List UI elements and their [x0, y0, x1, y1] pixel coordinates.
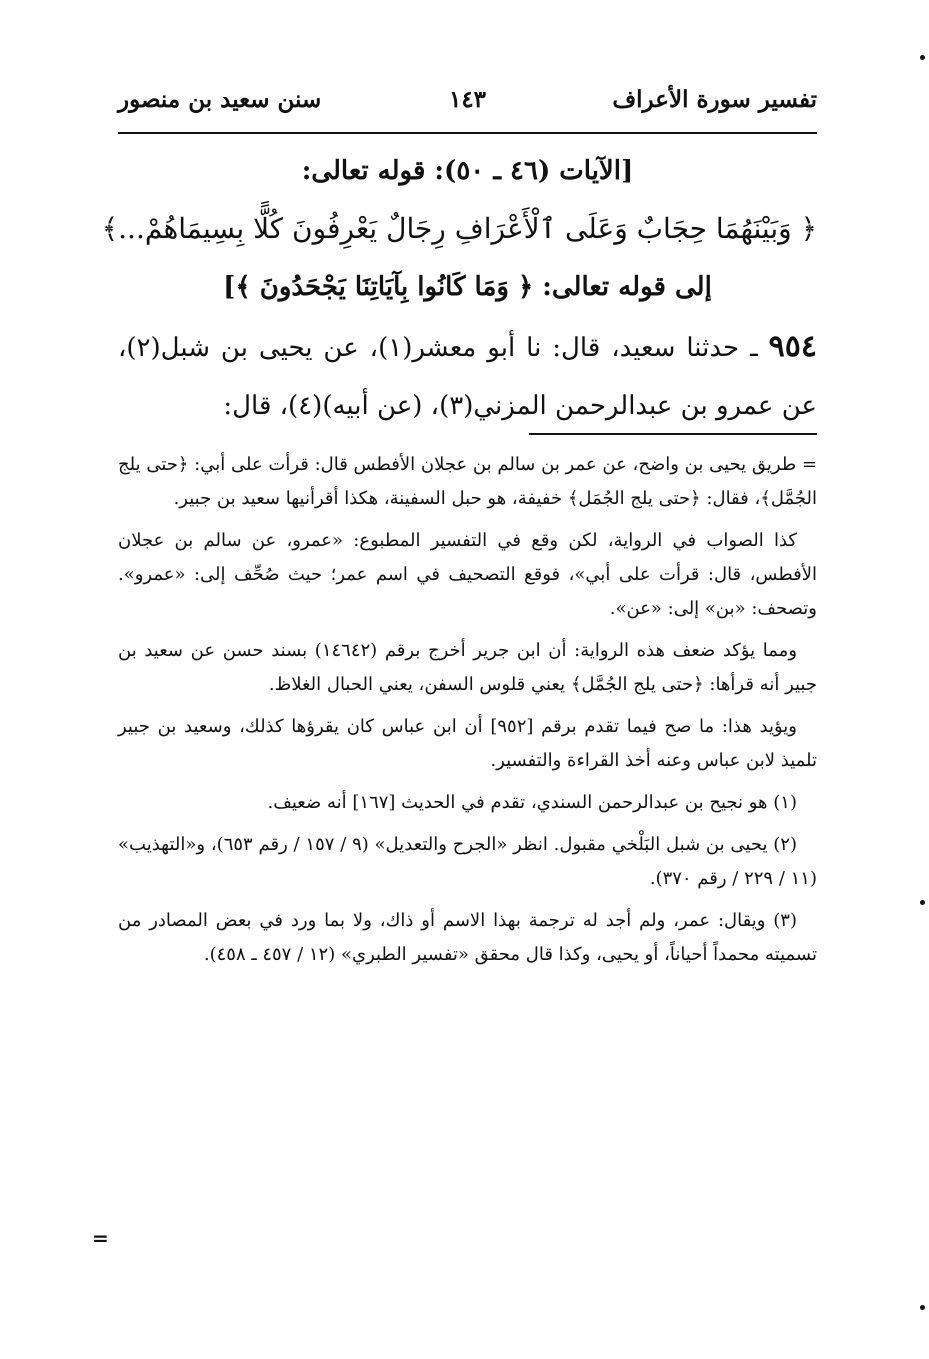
footnotes	[118, 448, 817, 980]
hadith-text	[118, 318, 817, 435]
hadith-number: ٩٥٤	[768, 329, 817, 364]
section-heading	[101, 142, 817, 316]
running-header	[118, 86, 817, 120]
footnote-separator	[529, 433, 817, 435]
scan-mark	[920, 55, 925, 60]
continuation-mark: =	[92, 1226, 109, 1250]
footnote-1: (١) هو نجيح بن عبدالرحمن السندي، تقدم في الحديث [١٦٧] أنه ضعيف.	[267, 792, 797, 813]
footnote-paragraph: ويؤيد هذا: ما صح فيما تقدم برقم [٩٥٢] أن ابن عباس كان يقرؤها كذلك، وسعيد بن جبير تلميذ لابن عباس وعنه أخذ القراءة والتفسير.	[118, 716, 817, 771]
hadith-chain: ـ حدثنا سعيد، قال: نا أبو معشر(١)، عن يحيى بن شبل(٢)، عن عمرو بن عبدالرحمن المزني(٣)، (عن أبيه)(٤)، قال:	[118, 333, 817, 421]
footnote-3: (٣) ويقال: عمر، ولم أجد له ترجمة بهذا الاسم أو ذاك، ولا بما ورد في بعض المصادر من تسميته محمداً أحياناً، أو يحيى، وكذا قال محقق «تفسير الطبري» (١٢ / ٤٥٧ ـ ٤٥٨).	[118, 910, 817, 965]
footnote-2: (٢) يحيى بن شبل البَلْخي مقبول. انظر «الجرح والتعديل» (٩ / ١٥٧ / رقم ٦٥٣)، و«التهذيب» (١١ / ٢٢٩ / رقم ٣٧٠).	[118, 834, 817, 889]
header-surah-title: تفسير سورة الأعراف	[612, 86, 817, 113]
footnote-paragraph: ومما يؤكد ضعف هذه الرواية: أن ابن جرير أخرج برقم (١٤٦٤٢) بسند حسن عن سعيد بن جبير أنه قرأها: ﴿حتى يلج الجُمَّل﴾ يعني قلوس السفن، يعني الحبال الغلاظ.	[118, 640, 817, 695]
footnote-paragraph: كذا الصواب في الرواية، لكن وقع في التفسير المطبوع: «عمرو، عن سالم بن عجلان الأفطس، قال: قرأت على أبي»، فوقع التصحيف في اسم عمر؛ حيث صُحِّف إلى: «عمرو». وتصحف: «بن» إلى: «عن».	[118, 530, 817, 619]
header-book-title: سنن سعيد بن منصور	[118, 86, 322, 113]
section-title: [الآيات (٤٦ ـ ٥٠): قوله تعالى:	[301, 156, 634, 186]
verse-range-end: إلى قوله تعالى: ﴿ وَمَا كَانُوا بِآيَاتِنَا يَجْحَدُونَ ﴾]	[223, 272, 712, 302]
footnote-continuation: = طريق يحيى بن واضح، عن عمر بن سالم بن عجلان الأفطس قال: قرأت على أبي: ﴿حتى يلج الجُمَّل﴾، فقال: ﴿حتى يلج الجُمَل﴾ خفيفة، هو حبل السفينة، هكذا أقرأنيها سعيد بن جبير.	[118, 454, 817, 509]
scan-mark	[920, 900, 925, 905]
scan-mark	[920, 1305, 925, 1310]
quran-verse: ﴿ وَبَيْنَهُمَا حِجَابٌ وَعَلَى ٱلْأَعْرَافِ رِجَالٌ يَعْرِفُونَ كُلًّا بِسِيمَاهُمْ...﴾	[101, 212, 817, 245]
header-rule	[118, 132, 817, 134]
page-number: ١٤٣	[448, 86, 487, 113]
